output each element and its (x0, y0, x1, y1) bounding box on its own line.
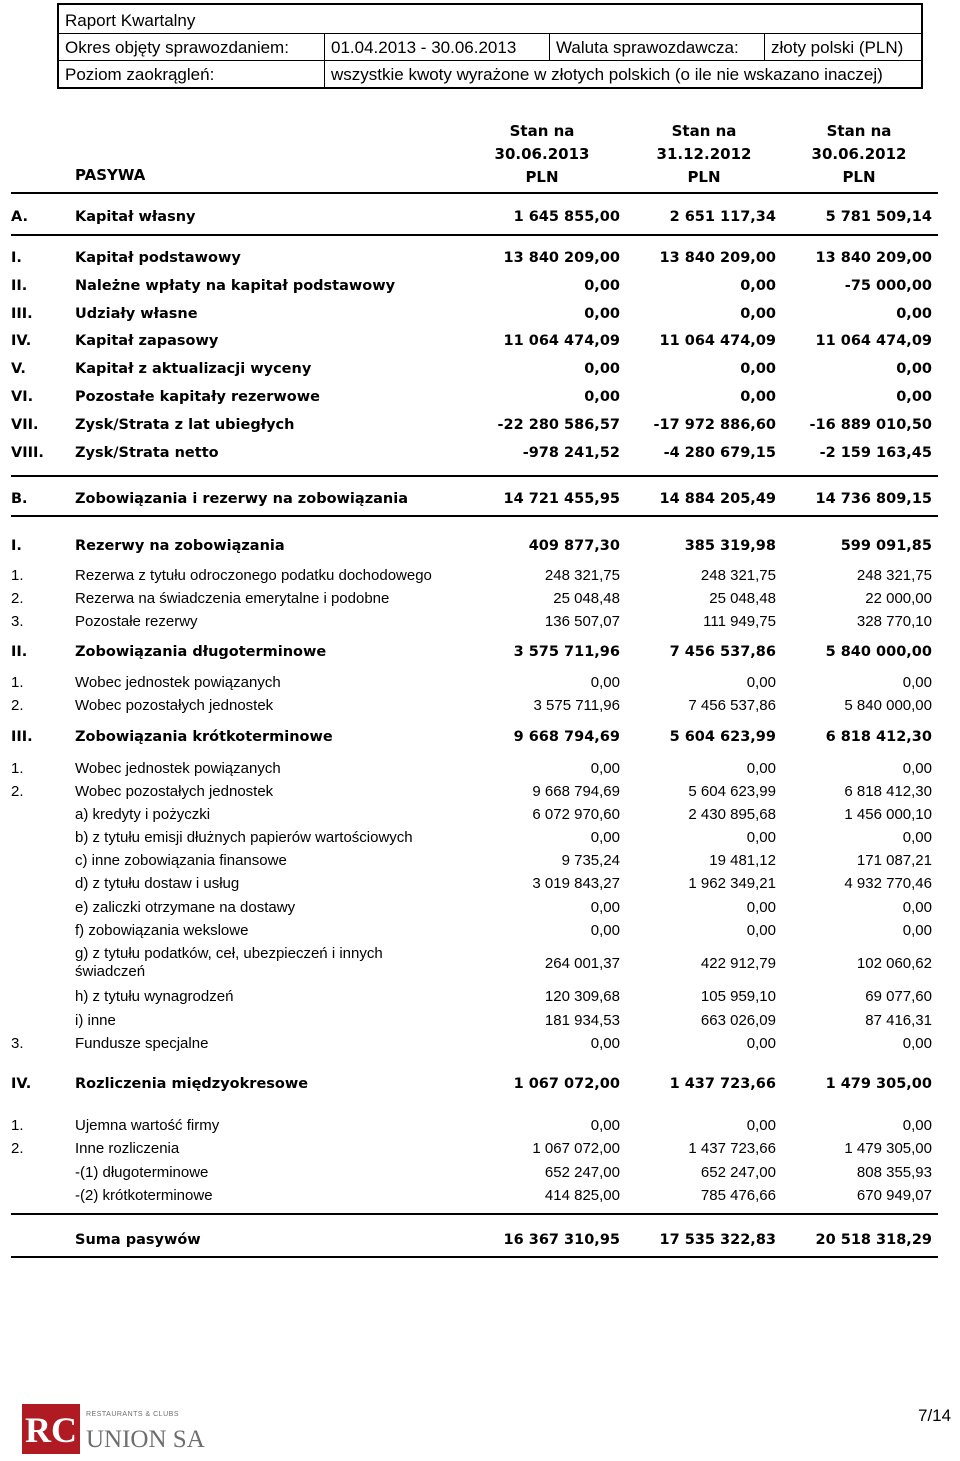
table-row (0, 945, 960, 980)
divider (11, 475, 938, 477)
row-number: 2. (11, 1140, 24, 1157)
page-number: 7/14 (918, 1406, 952, 1425)
row-value: 248 321,75 (544, 567, 620, 584)
row-value: -978 241,52 (522, 445, 620, 461)
row-label: Pozostałe kapitały rezerwowe (75, 389, 320, 405)
row-label: d) z tytułu dostaw i usług (75, 875, 240, 892)
row-value: 0,00 (740, 306, 776, 322)
row-label: i) inne (75, 1012, 116, 1029)
row-value: 14 721 455,95 (503, 491, 620, 507)
row-label: Kapitał podstawowy (75, 250, 241, 266)
row-value: 25 048,48 (553, 590, 620, 607)
row-value: 9 735,24 (561, 852, 620, 869)
table-row (0, 536, 960, 558)
row-value: 652 247,00 (544, 1164, 620, 1181)
row-value: 0,00 (902, 1117, 932, 1134)
row-value: 1 479 305,00 (844, 1140, 932, 1157)
row-value: 1 479 305,00 (825, 1076, 932, 1092)
table-row (0, 920, 960, 942)
table-row (0, 565, 960, 587)
row-value: 69 077,60 (865, 988, 932, 1005)
row-value: -16 889 010,50 (809, 417, 932, 433)
row-label: e) zaliczki otrzymane na dostawy (75, 899, 296, 916)
row-value: 0,00 (590, 674, 620, 691)
currency-label: Waluta sprawozdawcza: (556, 38, 739, 57)
row-value: 248 321,75 (856, 567, 932, 584)
divider (11, 1256, 938, 1258)
row-value: 0,00 (746, 1117, 776, 1134)
table-row (0, 387, 960, 409)
row-value: 17 535 322,83 (659, 1232, 776, 1248)
section-title: PASYWA (75, 166, 146, 184)
row-value: 0,00 (584, 389, 620, 405)
row-label: Należne wpłaty na kapitał podstawowy (75, 278, 396, 294)
row-value: 808 355,93 (856, 1164, 932, 1181)
row-number: VI. (11, 389, 34, 405)
table-row (0, 873, 960, 895)
row-value: 11 064 474,09 (503, 333, 620, 349)
row-value: 5 840 000,00 (844, 697, 932, 714)
row-value: 5 840 000,00 (825, 644, 932, 660)
rounding-value: wszystkie kwoty wyrażone w złotych polskich (o ile nie wskazano inaczej) (331, 65, 883, 84)
row-label: Kapitał z aktualizacji wyceny (75, 361, 312, 377)
row-label: Wobec jednostek powiązanych (75, 674, 281, 691)
row-label: Zobowiązania i rezerwy na zobowiązania (75, 491, 408, 507)
row-label: h) z tytułu wynagrodzeń (75, 988, 234, 1005)
row-value: 171 087,21 (856, 852, 932, 869)
row-label: g) z tytułu podatków, ceł, ubezpieczeń i innych świadczeń (75, 945, 383, 980)
row-value: 0,00 (746, 899, 776, 916)
row-value: 2 430 895,68 (688, 806, 776, 823)
row-value: 11 064 474,09 (659, 333, 776, 349)
row-value: 9 668 794,69 (532, 783, 620, 800)
row-value: 9 668 794,69 (513, 729, 620, 745)
row-number: II. (11, 278, 28, 294)
row-value: 181 934,53 (544, 1012, 620, 1029)
row-label: Udziały własne (75, 306, 198, 322)
row-value: 6 072 970,60 (532, 806, 620, 823)
table-row (0, 359, 960, 381)
row-label: Kapitał własny (75, 209, 196, 225)
divider (11, 192, 938, 194)
row-value: 264 001,37 (544, 955, 620, 972)
row-value: 409 877,30 (528, 538, 620, 554)
row-value: 785 476,66 (700, 1187, 776, 1204)
table-row (0, 443, 960, 465)
row-value: 0,00 (902, 922, 932, 939)
row-value: 87 416,31 (865, 1012, 932, 1029)
row-label: c) inne zobowiązania finansowe (75, 852, 287, 869)
table-row (0, 611, 960, 633)
row-number: 1. (11, 567, 24, 584)
table-row (0, 727, 960, 749)
row-number: III. (11, 729, 33, 745)
row-value: 4 932 770,46 (844, 875, 932, 892)
row-value: 0,00 (590, 922, 620, 939)
row-number: 3. (11, 613, 24, 630)
row-value: 0,00 (902, 760, 932, 777)
table-row (0, 827, 960, 849)
row-value: 670 949,07 (856, 1187, 932, 1204)
row-value: 22 000,00 (865, 590, 932, 607)
table-row (0, 1074, 960, 1096)
logo-top-text: RESTAURANTS & CLUBS (86, 1411, 179, 1418)
table-row (0, 415, 960, 437)
table-row (0, 1033, 960, 1055)
row-value: 1 962 349,21 (688, 875, 776, 892)
row-number: III. (11, 306, 33, 322)
row-number: I. (11, 250, 22, 266)
row-label: Rozliczenia międzyokresowe (75, 1076, 309, 1092)
row-label: Zobowiązania krótkoterminowe (75, 729, 333, 745)
row-value: 0,00 (746, 1035, 776, 1052)
row-value: 3 019 843,27 (532, 875, 620, 892)
row-label: -(1) długoterminowe (75, 1164, 209, 1181)
row-value: 3 575 711,96 (513, 644, 620, 660)
row-value: 385 319,98 (684, 538, 776, 554)
table-row (0, 1185, 960, 1207)
table-row (0, 1138, 960, 1160)
row-label: Suma pasywów (75, 1232, 201, 1248)
row-value: -2 159 163,45 (819, 445, 932, 461)
table-row (0, 1162, 960, 1184)
row-label: Pozostałe rezerwy (75, 613, 198, 630)
period-value: 01.04.2013 - 30.06.2013 (331, 38, 517, 57)
row-number: IV. (11, 1076, 32, 1092)
divider (11, 515, 938, 517)
table-row (0, 758, 960, 780)
row-value: 422 912,79 (700, 955, 776, 972)
row-value: 5 604 623,99 (669, 729, 776, 745)
row-value: 663 026,09 (700, 1012, 776, 1029)
row-number: 1. (11, 1117, 24, 1134)
row-number: 1. (11, 760, 24, 777)
row-value: 5 781 509,14 (825, 209, 932, 225)
logo-bottom-text: UNION SA (86, 1426, 205, 1453)
row-label: Zysk/Strata netto (75, 445, 219, 461)
table-row (0, 207, 960, 229)
row-value: 14 884 205,49 (659, 491, 776, 507)
row-value: 0,00 (902, 1035, 932, 1052)
row-value: 16 367 310,95 (503, 1232, 620, 1248)
row-label: -(2) krótkoterminowe (75, 1187, 213, 1204)
row-value: 105 959,10 (700, 988, 776, 1005)
row-value: 0,00 (590, 899, 620, 916)
table-row (0, 850, 960, 872)
row-value: 0,00 (590, 760, 620, 777)
row-number: 1. (11, 674, 24, 691)
table-row (0, 248, 960, 270)
row-label: Wobec pozostałych jednostek (75, 697, 274, 714)
row-number: A. (11, 209, 28, 225)
row-value: 7 456 537,86 (669, 644, 776, 660)
row-value: 25 048,48 (709, 590, 776, 607)
row-value: 0,00 (740, 278, 776, 294)
row-value: 0,00 (902, 829, 932, 846)
row-value: 0,00 (896, 389, 932, 405)
table-row (0, 642, 960, 664)
row-label: Ujemna wartość firmy (75, 1117, 220, 1134)
row-value: 7 456 537,86 (688, 697, 776, 714)
table-row (0, 1010, 960, 1032)
row-value: 0,00 (590, 829, 620, 846)
table-row (0, 695, 960, 717)
column-header-2: Stan na 31.12.2012 PLN (656, 122, 752, 186)
row-value: 1 437 723,66 (688, 1140, 776, 1157)
total-row (0, 1230, 960, 1252)
row-value: 136 507,07 (544, 613, 620, 630)
row-value: 599 091,85 (840, 538, 932, 554)
table-row (0, 986, 960, 1008)
row-value: 0,00 (584, 278, 620, 294)
row-value: 328 770,10 (856, 613, 932, 630)
currency-value: złoty polski (PLN) (771, 38, 904, 57)
row-value: 0,00 (896, 306, 932, 322)
row-value: 120 309,68 (544, 988, 620, 1005)
period-label: Okres objęty sprawozdaniem: (65, 38, 289, 57)
row-label: Wobec jednostek powiązanych (75, 760, 281, 777)
row-value: 0,00 (746, 760, 776, 777)
row-label: Wobec pozostałych jednostek (75, 783, 274, 800)
row-number: 2. (11, 783, 24, 800)
row-number: II. (11, 644, 28, 660)
rounding-label: Poziom zaokrągleń: (65, 65, 215, 84)
row-value: 1 645 855,00 (513, 209, 620, 225)
row-number: B. (11, 491, 28, 507)
row-label: f) zobowiązania wekslowe (75, 922, 249, 939)
row-label: Inne rozliczenia (75, 1140, 180, 1157)
table-row (0, 489, 960, 511)
table-row (0, 897, 960, 919)
row-label: Fundusze specjalne (75, 1035, 209, 1052)
table-row (0, 1115, 960, 1137)
logo-monogram: RC (25, 1410, 77, 1450)
row-value: 111 949,75 (703, 613, 776, 630)
row-value: 652 247,00 (700, 1164, 776, 1181)
row-label: Zobowiązania długoterminowe (75, 644, 327, 660)
table-row (0, 804, 960, 826)
row-value: 248 321,75 (700, 567, 776, 584)
row-number: V. (11, 361, 26, 377)
column-header-3: Stan na 30.06.2012 PLN (811, 122, 907, 186)
row-value: 0,00 (746, 829, 776, 846)
row-value: 1 067 072,00 (532, 1140, 620, 1157)
row-value: 19 481,12 (709, 852, 776, 869)
column-header-1: Stan na 30.06.2013 PLN (494, 122, 590, 186)
row-value: 0,00 (902, 674, 932, 691)
row-value: 6 818 412,30 (844, 783, 932, 800)
row-value: 11 064 474,09 (815, 333, 932, 349)
row-value: 0,00 (740, 361, 776, 377)
row-value: 0,00 (902, 899, 932, 916)
row-value: 5 604 623,99 (688, 783, 776, 800)
table-row (0, 276, 960, 298)
row-value: 0,00 (740, 389, 776, 405)
row-value: 102 060,62 (856, 955, 932, 972)
row-number: 2. (11, 697, 24, 714)
row-value: -17 972 886,60 (653, 417, 776, 433)
table-row (0, 672, 960, 694)
report-header (57, 3, 923, 89)
row-number: 2. (11, 590, 24, 607)
row-number: IV. (11, 333, 32, 349)
row-value: 14 736 809,15 (815, 491, 932, 507)
table-row (0, 781, 960, 803)
row-value: 1 437 723,66 (669, 1076, 776, 1092)
row-number: VII. (11, 417, 39, 433)
row-value: 414 825,00 (544, 1187, 620, 1204)
table-row (0, 304, 960, 326)
row-number: 3. (11, 1035, 24, 1052)
row-value: 13 840 209,00 (815, 250, 932, 266)
row-value: 0,00 (746, 922, 776, 939)
row-value: 0,00 (584, 361, 620, 377)
row-label: Rezerwa z tytułu odroczonego podatku dochodowego (75, 567, 432, 584)
divider (11, 1213, 938, 1215)
row-value: -75 000,00 (844, 278, 932, 294)
row-value: 20 518 318,29 (815, 1232, 932, 1248)
row-label: b) z tytułu emisji dłużnych papierów wartościowych (75, 829, 413, 846)
row-value: 0,00 (746, 674, 776, 691)
report-title: Raport Kwartalny (65, 11, 196, 30)
row-value: 13 840 209,00 (503, 250, 620, 266)
row-label: a) kredyty i pożyczki (75, 806, 211, 823)
row-value: 1 067 072,00 (513, 1076, 620, 1092)
row-label: Zysk/Strata z lat ubiegłych (75, 417, 295, 433)
row-label: Rezerwa na świadczenia emerytalne i podobne (75, 590, 390, 607)
table-row (0, 331, 960, 353)
row-value: 0,00 (590, 1035, 620, 1052)
row-value: 6 818 412,30 (825, 729, 932, 745)
row-value: -4 280 679,15 (663, 445, 776, 461)
divider (11, 234, 938, 236)
row-number: I. (11, 538, 22, 554)
company-logo (22, 1402, 222, 1456)
row-value: 0,00 (590, 1117, 620, 1134)
table-row (0, 588, 960, 610)
row-value: 2 651 117,34 (669, 209, 776, 225)
row-label: Kapitał zapasowy (75, 333, 219, 349)
row-value: 0,00 (584, 306, 620, 322)
row-value: 3 575 711,96 (533, 697, 620, 714)
row-label: Rezerwy na zobowiązania (75, 538, 285, 554)
row-value: 1 456 000,10 (844, 806, 932, 823)
row-value: 13 840 209,00 (659, 250, 776, 266)
row-value: -22 280 586,57 (497, 417, 620, 433)
row-value: 0,00 (896, 361, 932, 377)
row-number: VIII. (11, 445, 44, 461)
